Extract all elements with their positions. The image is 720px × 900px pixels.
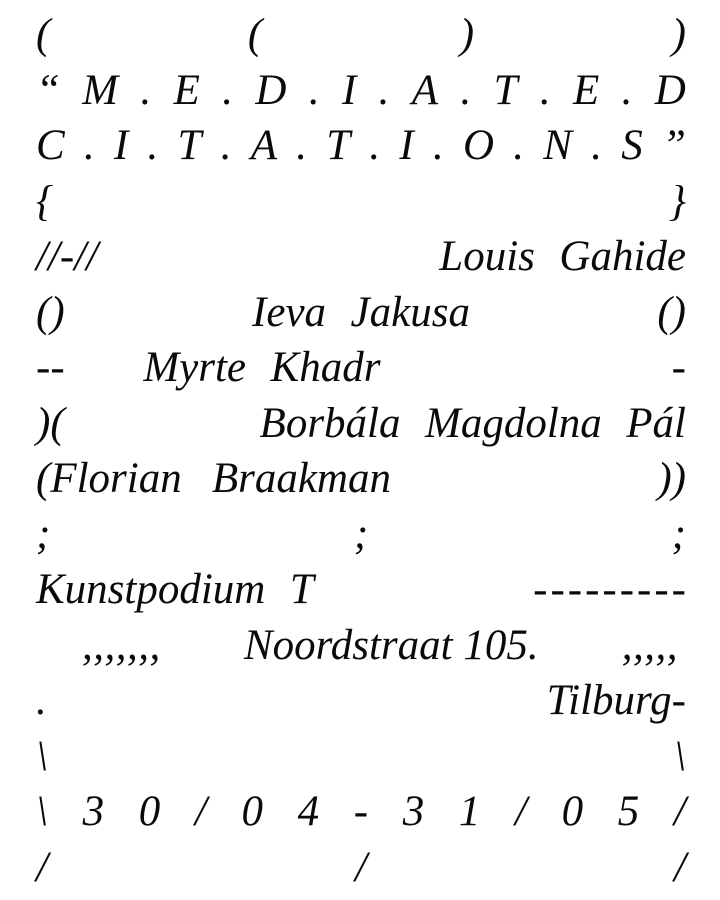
title-letter: M — [82, 66, 119, 114]
date-digit: 0 — [138, 788, 161, 835]
title-letter: T — [326, 122, 351, 169]
quote-open-mark: “ — [36, 66, 60, 114]
artist-line-louis-gahide — [36, 229, 686, 285]
city-line — [36, 673, 686, 729]
date-digit: 3 — [402, 788, 425, 835]
title-letter: T — [493, 66, 518, 114]
period-ornament: . — [36, 677, 47, 724]
title-dot: . — [147, 122, 159, 169]
backslash-ornament: \ — [36, 732, 48, 780]
date-digit: 0 — [561, 788, 584, 835]
ornament-line-semicolons — [36, 507, 686, 563]
title-letter: T — [177, 122, 202, 169]
paren-open-ornament: ( — [36, 11, 51, 58]
title-letter: E — [573, 66, 600, 114]
ornament-line-parens — [36, 7, 686, 63]
title-letter: I — [113, 122, 129, 169]
semicolon-ornament: ; — [671, 510, 686, 558]
artist-name-borbala-magdolna-pal: Borbála Magdolna Pál — [259, 399, 686, 447]
title-dot: . — [513, 122, 525, 169]
title-letter: E — [173, 66, 200, 114]
double-paren-close-ornament: )) — [657, 455, 686, 502]
artist-name-florian-braakman: (Florian Braakman — [36, 455, 391, 502]
dash-row-ornament: --------- — [533, 566, 689, 613]
ornament-line-backslashes — [36, 729, 686, 785]
title-letter: A — [250, 122, 277, 169]
slash-ornament: / — [355, 843, 367, 891]
title-dot: . — [220, 122, 232, 169]
backslash-ornament: \ — [674, 732, 686, 780]
paren-close-ornament: ) — [671, 11, 686, 58]
parens-ornament: () — [36, 288, 65, 336]
title-dot: . — [432, 122, 444, 169]
double-dash-ornament: -- — [36, 344, 65, 391]
title-dot: . — [296, 122, 307, 169]
comma-row-ornament: ,,,,, — [621, 621, 678, 669]
ornament-line-slashes — [36, 840, 686, 896]
slash-ornament: / — [36, 843, 48, 891]
title-letter: O — [462, 122, 495, 169]
title-letter: I — [399, 122, 414, 169]
artist-line-myrte-khadr — [36, 340, 686, 396]
title-letter: D — [255, 66, 287, 114]
semicolon-ornament: ; — [353, 510, 369, 558]
brace-open-ornament: { — [36, 177, 54, 225]
title-dot: . — [222, 66, 234, 114]
title-letter: N — [543, 122, 572, 169]
paren-open-ornament: ( — [247, 11, 263, 58]
artist-line-ieva-jakusa — [36, 285, 686, 341]
slash-ornament: / — [194, 788, 207, 835]
title-letter: I — [341, 66, 357, 114]
title-dot: . — [621, 66, 633, 114]
title-line-1 — [36, 63, 686, 119]
title-dot: . — [539, 66, 551, 114]
date-digit: 0 — [241, 788, 263, 835]
title-dot: . — [369, 122, 381, 169]
title-dot: . — [83, 122, 95, 169]
title-line-2 — [36, 118, 686, 174]
date-digit: 3 — [82, 788, 105, 835]
slashes-ornament: //-// — [36, 233, 99, 280]
artist-name-myrte-khadr: Myrte Khadr — [143, 344, 381, 391]
ornament-line-braces — [36, 174, 686, 230]
brace-close-ornament: } — [668, 177, 686, 225]
address-text: Noordstraat 105. — [243, 621, 539, 669]
paren-close-ornament: ) — [459, 11, 475, 58]
slash-ornament: / — [515, 788, 527, 835]
city-text: Tilburg- — [546, 677, 686, 724]
title-letter: D — [654, 66, 686, 114]
date-digit: 5 — [617, 788, 640, 835]
artist-name-ieva-jakusa: Ieva Jakusa — [252, 288, 470, 336]
quote-close-mark: ” — [661, 122, 686, 169]
title-dot: . — [308, 66, 320, 114]
artist-line-florian-braakman — [36, 451, 686, 507]
comma-row-ornament: ,,,,,,, — [82, 621, 161, 669]
title-letter: C — [36, 122, 65, 169]
parens-ornament: () — [657, 288, 686, 336]
title-dot: . — [460, 66, 472, 114]
parens-reversed-ornament: )( — [36, 399, 65, 447]
dash-ornament: - — [353, 788, 369, 835]
artist-name-louis-gahide: Louis Gahide — [439, 233, 686, 280]
title-dot: . — [378, 66, 390, 114]
title-dot: . — [591, 122, 602, 169]
backslash-ornament: \ — [36, 788, 48, 835]
dates-line — [36, 784, 686, 840]
title-dot: . — [140, 66, 152, 114]
slash-ornament: / — [674, 843, 686, 891]
date-digit: 1 — [458, 788, 481, 835]
title-letter: S — [621, 122, 643, 169]
semicolon-ornament: ; — [36, 510, 51, 558]
title-letter: A — [411, 66, 439, 114]
venue-name: Kunstpodium T — [36, 566, 314, 613]
artist-line-borbala-magdolna-pal — [36, 396, 686, 452]
date-digit: 4 — [297, 788, 320, 835]
slash-ornament: / — [673, 788, 686, 835]
dash-ornament: - — [671, 344, 686, 391]
address-line — [36, 618, 686, 674]
venue-line — [36, 562, 689, 618]
